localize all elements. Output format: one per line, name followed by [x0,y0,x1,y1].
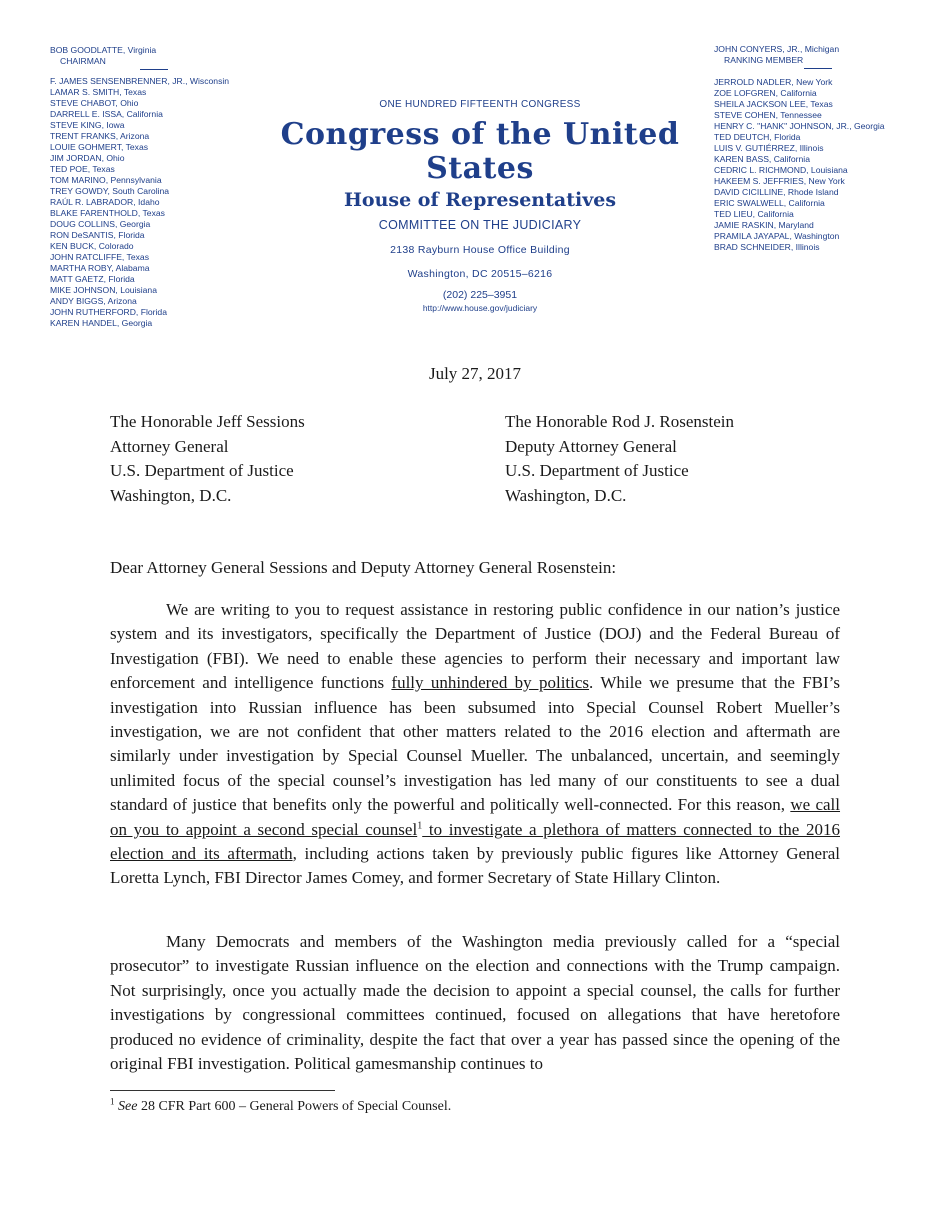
member-name: ANDY BIGGS, Arizona [50,296,137,306]
chairman-divider [140,69,168,70]
addressee-block [110,410,305,508]
majority-member-list [50,76,229,329]
footnote-text: 28 CFR Part 600 – General Powers of Special Counsel. [137,1099,452,1114]
member-name: BRAD SCHNEIDER, Illinois [714,242,820,252]
member-name: MIKE JOHNSON, Louisiana [50,285,157,295]
member-name: ZOE LOFGREN, California [714,88,817,98]
addressee-line: U.S. Department of Justice [110,461,294,480]
footnote-reference: 1 [417,820,423,831]
ranking-member-role: RANKING MEMBER [724,55,804,65]
salutation: Dear Attorney General Sessions and Deputy Attorney General Rosenstein: [110,558,617,577]
footnote-divider [110,1090,335,1091]
congress-number: ONE HUNDRED FIFTEENTH CONGRESS [379,99,581,110]
member-name: STEVE KING, Iowa [50,120,125,130]
member-name: SHEILA JACKSON LEE, Texas [714,99,833,109]
member-name: JAMIE RASKIN, Maryland [714,220,814,230]
paragraph-text: . While we presume that the FBI’s investigation into Russian influence has been subsumed into Special Counsel Robert Mueller’s investigation, we are not confident that other matters related to the 2016 election and aftermath are similarly under investigation by Special Counsel Mueller. The unbalanced, uncertain, and seemingly unlimited focus of the special counsel’s investigation has led many of our constituents to see a dual standard of justice that benefits only the powerful and politically well-connected. For this reason, [110,673,840,815]
member-name: RAÚL R. LABRADOR, Idaho [50,197,160,207]
member-name: KAREN BASS, California [714,154,810,164]
member-name: HENRY C. "HANK" JOHNSON, JR., Georgia [714,121,885,131]
member-name: DARRELL E. ISSA, California [50,109,163,119]
member-name: TED DEUTCH, Florida [714,132,801,142]
office-phone: (202) 225–3951 [442,289,518,301]
office-city: Washington, DC 20515–6216 [407,268,553,280]
house-title: House of Representatives [343,189,617,211]
addressee-block [505,410,734,508]
member-name: HAKEEM S. JEFFRIES, New York [714,176,845,186]
paragraph-text: We are writing to you to request assistance in restoring public confidence in our nation’s justice system and its investigators, specifically the Department of Justice (DOJ) and the Federal Bureau of Investigation (FBI). We need to enable these agencies to perform their necessary and important law enforcement and intelligence functions [110,600,840,693]
member-name: LUIS V. GUTIÉRREZ, Illinois [714,143,824,153]
footnote-number: 1 [110,1096,115,1107]
member-name: JOHN RUTHERFORD, Florida [50,307,167,317]
letter-date: July 27, 2017 [428,364,522,383]
office-address: 2138 Rayburn House Office Building [390,244,570,256]
addressee-line: U.S. Department of Justice [505,461,689,480]
member-name: TOM MARINO, Pennsylvania [50,175,162,185]
member-name: JERROLD NADLER, New York [714,77,833,87]
member-name: DOUG COLLINS, Georgia [50,219,151,229]
addressee-line: Deputy Attorney General [505,436,677,456]
underlined-text: fully unhindered by politics [391,673,590,693]
ranking-divider [804,68,832,69]
body-paragraph [110,598,840,891]
member-name: DAVID CICILLINE, Rhode Island [714,187,839,197]
footnote-signal: See [118,1099,138,1114]
minority-members-column [714,44,885,253]
member-name: LOUIE GOHMERT, Texas [50,142,149,152]
body-paragraph: Many Democrats and members of the Washington media previously called for a “special prosecutor” to investigate Russian influence on the election and connections with the Trump campaign. Not surprisingly, once you actually made the decision to appoint a special counsel, the calls for further investigations by congressional committees continued, focused on allegations that have heretofore produced no evidence of criminality, despite the fact that over a year has passed since the opening of the original FBI investigation. Political gamesmanship continues to [110,932,840,1074]
member-name: BLAKE FARENTHOLD, Texas [50,208,165,218]
ranking-member-name: JOHN CONYERS, JR., Michigan [714,44,840,54]
chairman-name: BOB GOODLATTE, Virginia [50,45,157,55]
member-name: JOHN RATCLIFFE, Texas [50,252,150,262]
member-name: CEDRIC L. RICHMOND, Louisiana [714,165,848,175]
member-name: STEVE COHEN, Tennessee [714,110,822,120]
member-name: KEN BUCK, Colorado [50,241,134,251]
member-name: JIM JORDAN, Ohio [50,153,125,163]
addressee-line: Washington, D.C. [505,485,627,505]
footnote [110,1096,452,1115]
member-name: STEVE CHABOT, Ohio [50,98,139,108]
member-name: PRAMILA JAYAPAL, Washington [714,231,840,241]
member-name: ERIC SWALWELL, California [714,198,825,208]
paragraph-text: , including actions taken by previously public figures like Attorney General Loretta Lynch, FBI Director James Comey, and former Secretary of State Hillary Clinton. [110,844,841,888]
chairman-role: CHAIRMAN [60,56,106,66]
addressee-line: The Honorable Rod J. Rosenstein [505,412,734,431]
addressee-line: The Honorable Jeff Sessions [110,412,305,431]
member-name: MARTHA ROBY, Alabama [50,263,150,273]
member-name: TED POE, Texas [50,164,115,174]
member-name: RON DeSANTIS, Florida [50,230,145,240]
letterhead [275,99,685,313]
addressee-line: Washington, D.C. [110,485,232,505]
underlined-text: we call on you to appoint a second special counsel [110,795,841,839]
underlined-text: to investigate a plethora of matters connected to the 2016 election and its aftermath [110,819,840,864]
minority-member-list [714,77,885,253]
committee-url: http://www.house.gov/judiciary [422,303,538,313]
member-name: F. JAMES SENSENBRENNER, JR., Wisconsin [50,76,230,86]
member-name: TED LIEU, California [714,209,794,219]
member-name: KAREN HANDEL, Georgia [50,318,153,328]
committee-name: COMMITTEE ON THE JUDICIARY [378,218,582,232]
member-name: TREY GOWDY, South Carolina [50,186,170,196]
congress-title: Congress of the United States [280,117,680,186]
addressee-line: Attorney General [110,436,229,456]
member-name: TRENT FRANKS, Arizona [50,131,150,141]
member-name: LAMAR S. SMITH, Texas [50,87,147,97]
member-name: MATT GAETZ, Florida [50,274,135,284]
majority-members-column [50,45,229,329]
